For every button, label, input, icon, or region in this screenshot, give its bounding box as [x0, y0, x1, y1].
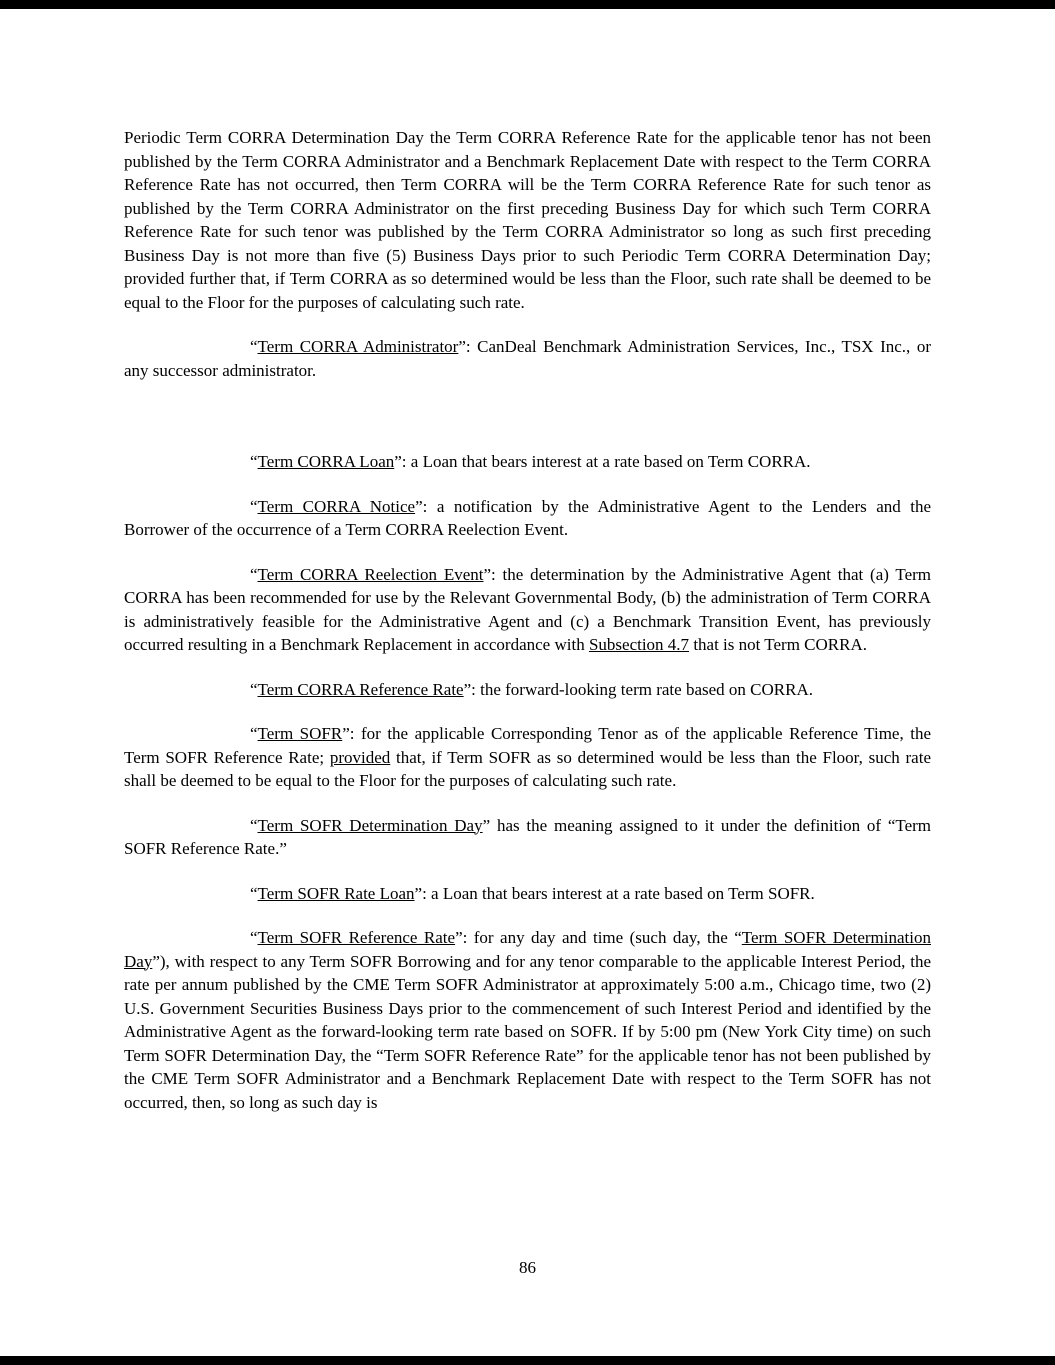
definition-term-sofr-determination-day [124, 814, 931, 861]
defined-term: Term CORRA Loan [257, 452, 395, 471]
definition-text: that is not Term CORRA. [689, 635, 868, 654]
definition-term-corra-administrator [124, 335, 931, 382]
quote-open: “ [250, 564, 258, 584]
definition-text: ” has the meaning assigned to it under the definition of “Term SOFR Reference Rate.” [124, 815, 931, 858]
definition-text: that, if Term SOFR as so determined would be less than the Floor, such rate shall be deemed to be equal to the Floor for the purposes of calculating such rate. [124, 747, 931, 790]
defined-term: Term CORRA Reelection Event [257, 564, 484, 584]
defined-term: Term CORRA Administrator [257, 337, 459, 356]
definition-term-corra-reelection-event [124, 563, 931, 657]
definition-text: ”: a Loan that bears interest at a rate based on Term SOFR. [414, 883, 815, 903]
defined-term: Term SOFR Reference Rate [257, 928, 456, 947]
subsection-reference: Subsection 4.7 [588, 635, 690, 654]
quote-open: “ [250, 815, 258, 835]
definition-term-sofr-reference-rate [124, 926, 931, 1114]
quote-open: “ [250, 337, 258, 356]
quote-open: “ [250, 724, 258, 743]
definition-text: ”: a notification by the Administrative Agent to the Lenders and the Borrower of the occurrence of a Term CORRA Reelection Event. [124, 496, 931, 539]
scan-edge-top [0, 0, 1055, 9]
quote-open: “ [250, 883, 258, 903]
definition-term-sofr-rate-loan [124, 882, 931, 906]
defined-term: Term CORRA Reference Rate [257, 679, 464, 699]
body-text: Periodic Term CORRA Determination Day the Term CORRA Reference Rate for the applicable tenor has not been published by the Term CORRA Administrator and a Benchmark Replacement Date with respect to the Term CORRA Reference Rate has not occurred, then Term CORRA will be the Term CORRA Reference Rate for such tenor as published by the Term CORRA Administrator on the first preceding Business Day for which such Term CORRA Reference Rate for such tenor was published by the Term CORRA Administrator so long as such first preceding Business Day is not more than five (5) Business Days prior to such Periodic Term CORRA Determination Day; provided further that, if Term CORRA as so determined would be less than the Floor, such rate shall be deemed to be equal to the Floor for the purposes of calculating such rate. [124, 128, 931, 312]
definition-text: ”), with respect to any Term SOFR Borrowing and for any tenor comparable to the applicable Interest Period, the rate per annum published by the CME Term SOFR Administrator at approximately 5:00 a.m., Chicago time, two (2) U.S. Government Securities Business Days prior to the commencement of such Interest Period and identified by the Administrative Agent as the forward-looking term rate based on SOFR. If by 5:00 pm (New York City time) on such Term SOFR Determination Day, the “Term SOFR Reference Rate” for the applicable tenor has not been published by the CME Term SOFR Administrator and a Benchmark Replacement Date with respect to the Term SOFR has not occurred, then, so long as such day is [124, 951, 931, 1112]
definition-text: ”: a Loan that bears interest at a rate based on Term CORRA. [394, 452, 811, 471]
quote-open: “ [250, 496, 258, 516]
quote-open: “ [250, 928, 258, 947]
definition-text: ”: for the applicable Corresponding Tenor as of the applicable Reference Time, the Term SOFR Reference Rate; [124, 724, 931, 767]
quote-open: “ [250, 679, 258, 699]
definition-text: ”: the determination by the Administrative Agent that (a) Term CORRA has been recommended for use by the Relevant Governmental Body, (b) the administration of Term CORRA is administratively feasible for the Administrative Agent and (c) a Benchmark Transition Event, has previously occurred resulting in a Benchmark Replacement in accordance with [124, 564, 931, 654]
definition-term-corra-loan [124, 450, 931, 474]
definition-text: ”: for any day and time (such day, the “ [455, 928, 742, 947]
definition-term-corra-notice [124, 495, 931, 542]
paragraph-term-corra-continuation [124, 126, 931, 314]
definition-term-corra-reference-rate [124, 678, 931, 702]
scan-edge-bottom [0, 1356, 1055, 1365]
defined-term-secondary: Term SOFR Determination Day [124, 928, 931, 971]
definition-text: ”: the forward-looking term rate based on CORRA. [463, 679, 813, 699]
page-number: 86 [519, 1258, 536, 1277]
definition-text: ”: CanDeal Benchmark Administration Services, Inc., TSX Inc., or any successor administrator. [124, 337, 932, 380]
proviso-term: provided [329, 747, 391, 767]
defined-term: Term CORRA Notice [257, 496, 416, 516]
defined-term: Term SOFR Rate Loan [257, 883, 415, 903]
quote-open: “ [250, 452, 258, 471]
defined-term: Term SOFR [257, 724, 343, 743]
definition-term-sofr [124, 722, 931, 793]
defined-term: Term SOFR Determination Day [257, 815, 483, 835]
